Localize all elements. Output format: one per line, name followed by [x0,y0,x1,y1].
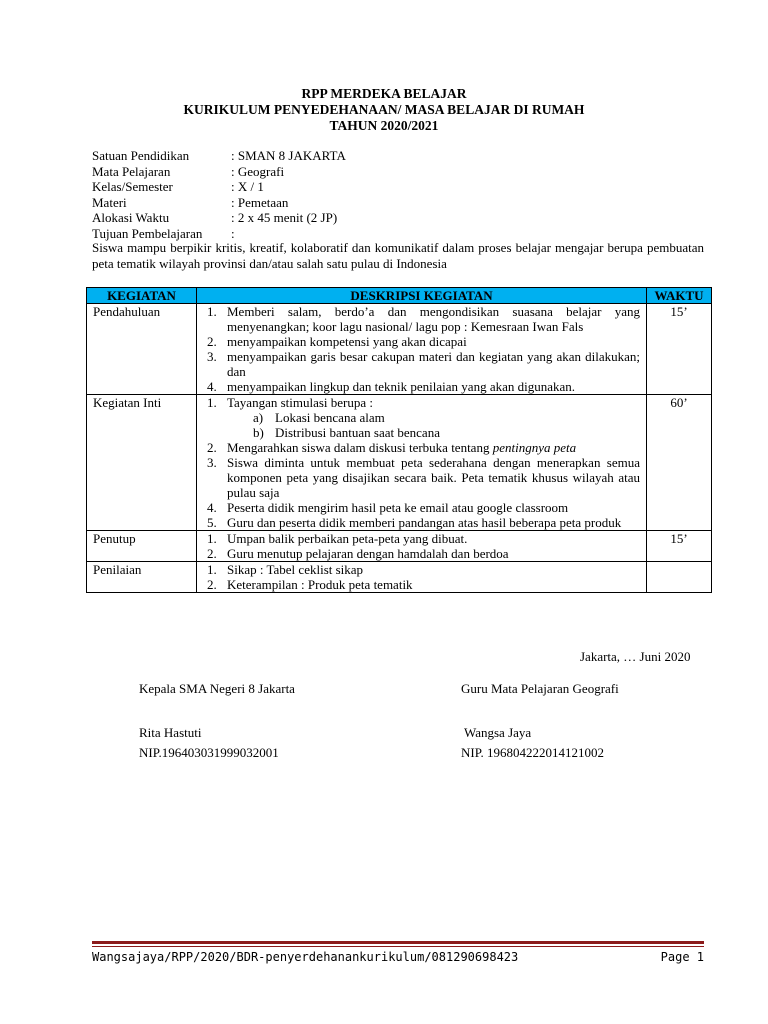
identity-value: : Pemetaan [231,194,289,210]
page-number: Page 1 [660,950,704,964]
item-number: 2. [207,440,217,455]
sub-list-item [253,425,640,440]
activity-description [197,304,647,395]
identity-row [92,210,712,226]
list-item [203,455,640,500]
column-header-deskripsi: DESKRIPSI KEGIATAN [197,288,647,304]
sub-item-text: Lokasi bencana alam [275,410,385,425]
teacher-name: Wangsa Jaya [464,725,532,740]
item-text [227,440,640,455]
principal-signature [139,723,279,763]
item-text: Guru dan peserta didik memberi pandangan atas hasil beberapa peta produk [227,515,622,530]
list-item [203,395,640,410]
activity-time: 15’ [647,531,712,562]
principal-title: Kepala SMA Negeri 8 Jakarta [139,681,295,696]
identity-block [92,148,712,241]
list-item [203,531,640,546]
item-text: Keterampilan : Produk peta tematik [227,577,413,592]
identity-value: : Geografi [231,163,285,179]
item-number: 1. [207,395,217,410]
identity-label: Satuan Pendidikan [92,148,190,163]
teacher-signature [461,723,604,763]
activity-name: Penilaian [87,562,197,593]
item-text: Memberi salam, berdo’a dan mengondisikan suasana belajar yang menyenangkan; koor lagu nasional/ lagu pop : Kemesraan Iwan Fals [227,304,640,334]
list-item [203,515,640,530]
item-number: 3. [207,455,217,470]
sub-item-letter: b) [253,425,264,440]
table-row [87,562,712,593]
activity-time: 15’ [647,304,712,395]
list-item [203,334,640,349]
list-item [203,349,640,379]
sub-item-letter: a) [253,410,264,425]
item-text-plain: Mengarahkan siswa dalam diskusi terbuka tentang [227,440,493,455]
header-title: RPP MERDEKA BELAJAR [301,86,467,101]
list-item [203,440,640,455]
teacher-title: Guru Mata Pelajaran Geografi [461,681,619,696]
identity-value: : 2 x 45 menit (2 JP) [231,210,338,225]
document-header [0,86,768,134]
sub-item-text: Distribusi bantuan saat bencana [275,425,440,440]
item-text: Peserta didik mengirim hasil peta ke email atau google classroom [227,500,569,515]
column-header-waktu: WAKTU [647,288,712,304]
item-text: Siswa diminta untuk membuat peta sederahana dengan menerapkan semua komponen peta yang disajikan secara baik. Peta tematik khusus wilayah atau pulau saja [227,455,640,500]
item-text: menyampaikan garis besar cakupan materi dan kegiatan yang akan dilakukan; dan [227,349,640,379]
identity-value: : [231,225,235,241]
identity-label: Kelas/Semester [92,179,173,194]
activity-description [197,395,647,531]
identity-label: Mata Pelajaran [92,163,171,179]
item-text: Umpan balik perbaikan peta-peta yang dibuat. [227,531,468,546]
activity-name: Penutup [87,531,197,562]
item-number: 2. [207,577,217,592]
item-number: 1. [207,531,217,546]
activity-table [86,287,712,593]
activity-name: Kegiatan Inti [87,395,197,531]
activity-time [647,562,712,593]
item-number: 1. [207,304,217,319]
item-text: Tayangan stimulasi berupa : [227,395,374,410]
list-item [203,379,640,394]
item-number: 3. [207,349,217,364]
footer-rule-thin [92,946,704,947]
item-text: Guru menutup pelajaran dengan hamdalah dan berdoa [227,546,509,561]
identity-label: Alokasi Waktu [92,210,170,225]
identity-label: Tujuan Pembelajaran [92,225,203,241]
list-item [203,562,640,577]
list-item [203,546,640,561]
principal-nip: NIP.196403031999032001 [139,745,279,760]
identity-value: : X / 1 [231,179,264,194]
activity-name: Pendahuluan [87,304,197,395]
item-text: Sikap : Tabel ceklist sikap [227,562,364,577]
footer-rule [92,941,704,944]
table-header-row [87,288,712,304]
teacher-nip: NIP. 196804222014121002 [461,745,605,760]
item-text: menyampaikan kompetensi yang akan dicapai [227,334,467,349]
principal-name: Rita Hastuti [139,725,202,740]
item-number: 4. [207,379,217,394]
item-number: 5. [207,515,217,530]
header-subtitle: KURIKULUM PENYEDEHANAAN/ MASA BELAJAR DI RUMAH [183,102,585,117]
page-footer [92,950,704,964]
activity-time: 60’ [647,395,712,531]
identity-row [92,195,712,211]
learning-objective: Siswa mampu berpikir kritis, kreatif, kolaboratif dan komunikatif dalam proses belajar mengajar berupa pembuatan peta tematik wilayah provinsi dan/atau salah satu pulau di Indonesia [92,240,704,271]
table-row [87,531,712,562]
list-item [203,500,640,515]
footer-path: Wangsajaya/RPP/2020/BDR-penyerdehanankurikulum/081290698423 [92,950,519,964]
list-item [203,304,640,334]
identity-row [92,179,712,195]
identity-value: : SMAN 8 JAKARTA [231,148,346,163]
column-header-kegiatan: KEGIATAN [87,288,197,304]
identity-row [92,164,712,180]
activity-description [197,531,647,562]
identity-row [92,226,712,242]
item-number: 2. [207,546,217,561]
identity-label: Materi [92,194,127,210]
table-row [87,395,712,531]
sub-list-item [253,410,640,425]
item-text: menyampaikan lingkup dan teknik penilaian yang akan digunakan. [227,379,576,394]
activity-description [197,562,647,593]
header-year: TAHUN 2020/2021 [329,118,439,133]
item-number: 2. [207,334,217,349]
item-number: 4. [207,500,217,515]
table-row [87,304,712,395]
list-item [203,577,640,592]
identity-row [92,148,712,164]
place-date: Jakarta, … Juni 2020 [580,649,691,664]
item-number: 1. [207,562,217,577]
item-text-emphasis: pentingnya peta [492,440,577,455]
